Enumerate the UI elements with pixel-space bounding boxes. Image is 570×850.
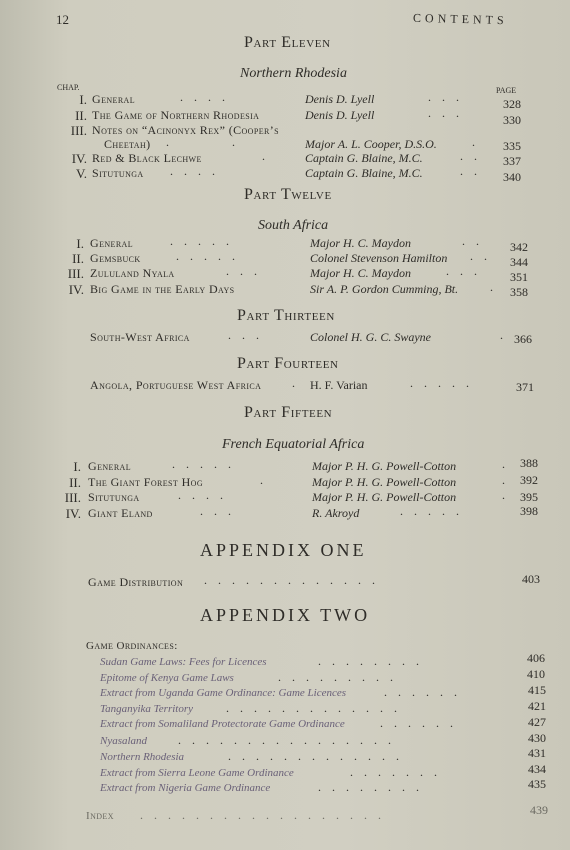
leader-dots: ......... bbox=[278, 670, 404, 684]
leader-dots: . bbox=[502, 473, 516, 487]
chapter-number: III. bbox=[70, 123, 87, 138]
chapter-title: General bbox=[92, 92, 136, 106]
leader-dots: ........ bbox=[318, 654, 430, 668]
chapter-number: I. bbox=[76, 236, 84, 251]
page-label: PAGE bbox=[496, 86, 517, 95]
entry-page: 403 bbox=[522, 572, 540, 586]
running-title: CONTENTS bbox=[412, 10, 508, 28]
leader-dots: .................. bbox=[140, 808, 392, 822]
chapter-number: II. bbox=[72, 251, 84, 266]
leader-dots: ... bbox=[446, 264, 488, 278]
chapter-author: Captain G. Blaine, M.C. bbox=[305, 166, 423, 180]
leader-dots: . bbox=[232, 135, 246, 149]
chap-label: CHAP. bbox=[57, 83, 80, 92]
chapter-title: Situtunga bbox=[88, 490, 140, 504]
leader-dots: ... bbox=[228, 328, 270, 342]
index-title: Index bbox=[86, 810, 114, 822]
chapter-page: 340 bbox=[503, 170, 521, 184]
leader-dots: ............. bbox=[226, 701, 408, 715]
chapter-title: Notes on “Acinonyx Rex” (Cooper’s bbox=[92, 123, 279, 137]
game-ordinances-heading: Game Ordinances: bbox=[86, 640, 178, 652]
chapter-number: I. bbox=[73, 459, 81, 474]
chapter-title: General bbox=[90, 236, 134, 250]
ordinance-page: 427 bbox=[528, 715, 546, 729]
leader-dots: ..... bbox=[410, 376, 480, 390]
leader-dots: .... bbox=[180, 90, 236, 104]
entry-author: Colonel H. G. C. Swayne bbox=[310, 330, 431, 344]
leader-dots: ..... bbox=[170, 234, 240, 248]
leader-dots: ....... bbox=[350, 765, 448, 779]
leader-dots: ...... bbox=[380, 716, 464, 730]
chapter-page: 392 bbox=[520, 473, 538, 487]
part-fifteen-title: Part Fifteen bbox=[244, 404, 333, 421]
leader-dots: .. bbox=[460, 149, 488, 163]
ordinance-page: 415 bbox=[528, 683, 546, 697]
part-twelve-subtitle: South Africa bbox=[258, 218, 329, 233]
entry-title: Angola, Portuguese West Africa bbox=[90, 378, 262, 392]
ordinance-title: Extract from Somaliland Protectorate Game Ordinance bbox=[100, 718, 345, 730]
entry-author: H. F. Varian bbox=[310, 378, 368, 392]
leader-dots: ...... bbox=[384, 685, 468, 699]
chapter-author: Major P. H. G. Powell-Cotton bbox=[312, 459, 457, 473]
entry-page: 366 bbox=[514, 332, 532, 346]
leader-dots: . bbox=[502, 457, 516, 471]
leader-dots: .... bbox=[170, 164, 226, 178]
chapter-number: II. bbox=[75, 108, 87, 123]
chapter-author: R. Akroyd bbox=[312, 506, 360, 520]
chapter-author: Sir A. P. Gordon Cumming, Bt. bbox=[310, 282, 459, 296]
part-twelve-title: Part Twelve bbox=[244, 186, 332, 203]
leader-dots: .. bbox=[462, 234, 490, 248]
chapter-author: Major P. H. G. Powell-Cotton bbox=[312, 475, 457, 489]
appendix-two-title: APPENDIX TWO bbox=[200, 605, 371, 625]
chapter-number: III. bbox=[67, 266, 84, 281]
chapter-page: 342 bbox=[510, 240, 528, 254]
chapter-author: Colonel Stevenson Hamilton bbox=[310, 251, 448, 265]
chapter-title-continued: Cheetah) bbox=[104, 137, 151, 151]
chapter-author: Major H. C. Maydon bbox=[310, 266, 411, 280]
leader-dots: ... bbox=[428, 90, 470, 104]
chapter-author: Denis D. Lyell bbox=[305, 92, 375, 106]
ordinance-title: Northern Rhodesia bbox=[100, 751, 185, 763]
chapter-title: The Giant Forest Hog bbox=[88, 475, 203, 489]
chapter-page: 398 bbox=[520, 504, 538, 518]
chapter-page: 330 bbox=[503, 113, 521, 127]
ordinance-title: Sudan Game Laws: Fees for Licences bbox=[100, 656, 267, 668]
leader-dots: . bbox=[262, 149, 276, 163]
part-fifteen-subtitle: French Equatorial Africa bbox=[222, 437, 365, 452]
ordinance-page: 434 bbox=[528, 762, 546, 776]
chapter-author: Major P. H. G. Powell-Cotton bbox=[312, 490, 457, 504]
ordinance-title: Extract from Nigeria Game Ordinance bbox=[100, 782, 271, 794]
chapter-page: 335 bbox=[503, 139, 521, 153]
chapter-title: Red & Black Lechwe bbox=[92, 151, 202, 165]
chapter-number: IV. bbox=[71, 151, 87, 166]
chapter-title: Big Game in the Early Days bbox=[90, 282, 235, 296]
chapter-author: Captain G. Blaine, M.C. bbox=[305, 151, 423, 165]
page-number: 12 bbox=[56, 12, 69, 27]
leader-dots: . bbox=[502, 488, 516, 502]
index-page: 439 bbox=[530, 803, 548, 817]
leader-dots: . bbox=[260, 473, 274, 487]
entry-page: 371 bbox=[516, 380, 534, 394]
ordinance-page: 406 bbox=[527, 651, 545, 665]
entry-title: South-West Africa bbox=[90, 330, 190, 344]
chapter-author: Denis D. Lyell bbox=[305, 108, 375, 122]
ordinance-title: Nyasaland bbox=[100, 735, 148, 747]
ordinance-page: 421 bbox=[528, 699, 546, 713]
part-eleven-subtitle: Northern Rhodesia bbox=[240, 66, 347, 81]
ordinance-page: 435 bbox=[528, 777, 546, 791]
appendix-one-title: APPENDIX ONE bbox=[200, 540, 367, 560]
chapter-page: 328 bbox=[503, 97, 521, 111]
part-eleven-title: Part Eleven bbox=[244, 34, 331, 51]
chapter-number: I. bbox=[79, 92, 87, 107]
ordinance-page: 431 bbox=[528, 746, 546, 760]
leader-dots: ... bbox=[428, 106, 470, 120]
leader-dots: ... bbox=[200, 504, 242, 518]
chapter-title: Giant Eland bbox=[88, 506, 153, 520]
chapter-number: V. bbox=[76, 166, 87, 181]
chapter-page: 388 bbox=[520, 456, 538, 470]
ordinance-page: 430 bbox=[528, 731, 546, 745]
chapter-title: Gemsbuck bbox=[90, 251, 141, 265]
leader-dots: ..... bbox=[172, 457, 242, 471]
chapter-author: Major A. L. Cooper, D.S.O. bbox=[305, 137, 437, 151]
chapter-page: 351 bbox=[510, 270, 528, 284]
leader-dots: .. bbox=[460, 164, 488, 178]
chapter-page: 395 bbox=[520, 490, 538, 504]
ordinance-title: Extract from Sierra Leone Game Ordinance bbox=[100, 767, 294, 779]
chapter-page: 358 bbox=[510, 285, 528, 299]
leader-dots: . bbox=[490, 280, 504, 294]
leader-dots: ............. bbox=[228, 749, 410, 763]
chapter-title: The Game of Northern Rhodesia bbox=[92, 108, 260, 122]
ordinance-page: 410 bbox=[527, 667, 545, 681]
chapter-author: Major H. C. Maydon bbox=[310, 236, 411, 250]
leader-dots: ........ bbox=[318, 780, 430, 794]
leader-dots: ................ bbox=[178, 733, 402, 747]
part-thirteen-title: Part Thirteen bbox=[237, 307, 335, 324]
leader-dots: ............. bbox=[204, 573, 386, 587]
chapter-number: IV. bbox=[65, 506, 81, 521]
chapter-number: III. bbox=[64, 490, 81, 505]
chapter-number: IV. bbox=[68, 282, 84, 297]
leader-dots: ..... bbox=[176, 249, 246, 263]
leader-dots: ..... bbox=[400, 504, 470, 518]
chapter-number: II. bbox=[69, 475, 81, 490]
chapter-title: General bbox=[88, 459, 132, 473]
leader-dots: .... bbox=[178, 488, 234, 502]
entry-title: Game Distribution bbox=[88, 575, 184, 589]
chapter-title: Situtunga bbox=[92, 166, 144, 180]
ordinance-title: Epitome of Kenya Game Laws bbox=[100, 672, 234, 684]
leader-dots: . bbox=[500, 328, 514, 342]
ordinance-title: Extract from Uganda Game Ordinance: Game Licences bbox=[100, 687, 347, 699]
part-fourteen-title: Part Fourteen bbox=[237, 355, 339, 372]
chapter-page: 344 bbox=[510, 255, 528, 269]
leader-dots: . bbox=[472, 135, 486, 149]
leader-dots: . bbox=[166, 135, 180, 149]
leader-dots: .. bbox=[470, 249, 498, 263]
ordinance-title: Tanganyika Territory bbox=[100, 703, 194, 715]
chapter-page: 337 bbox=[503, 154, 521, 168]
chapter-title: Zululand Nyala bbox=[90, 266, 175, 280]
leader-dots: . bbox=[292, 376, 306, 390]
leader-dots: ... bbox=[226, 264, 268, 278]
